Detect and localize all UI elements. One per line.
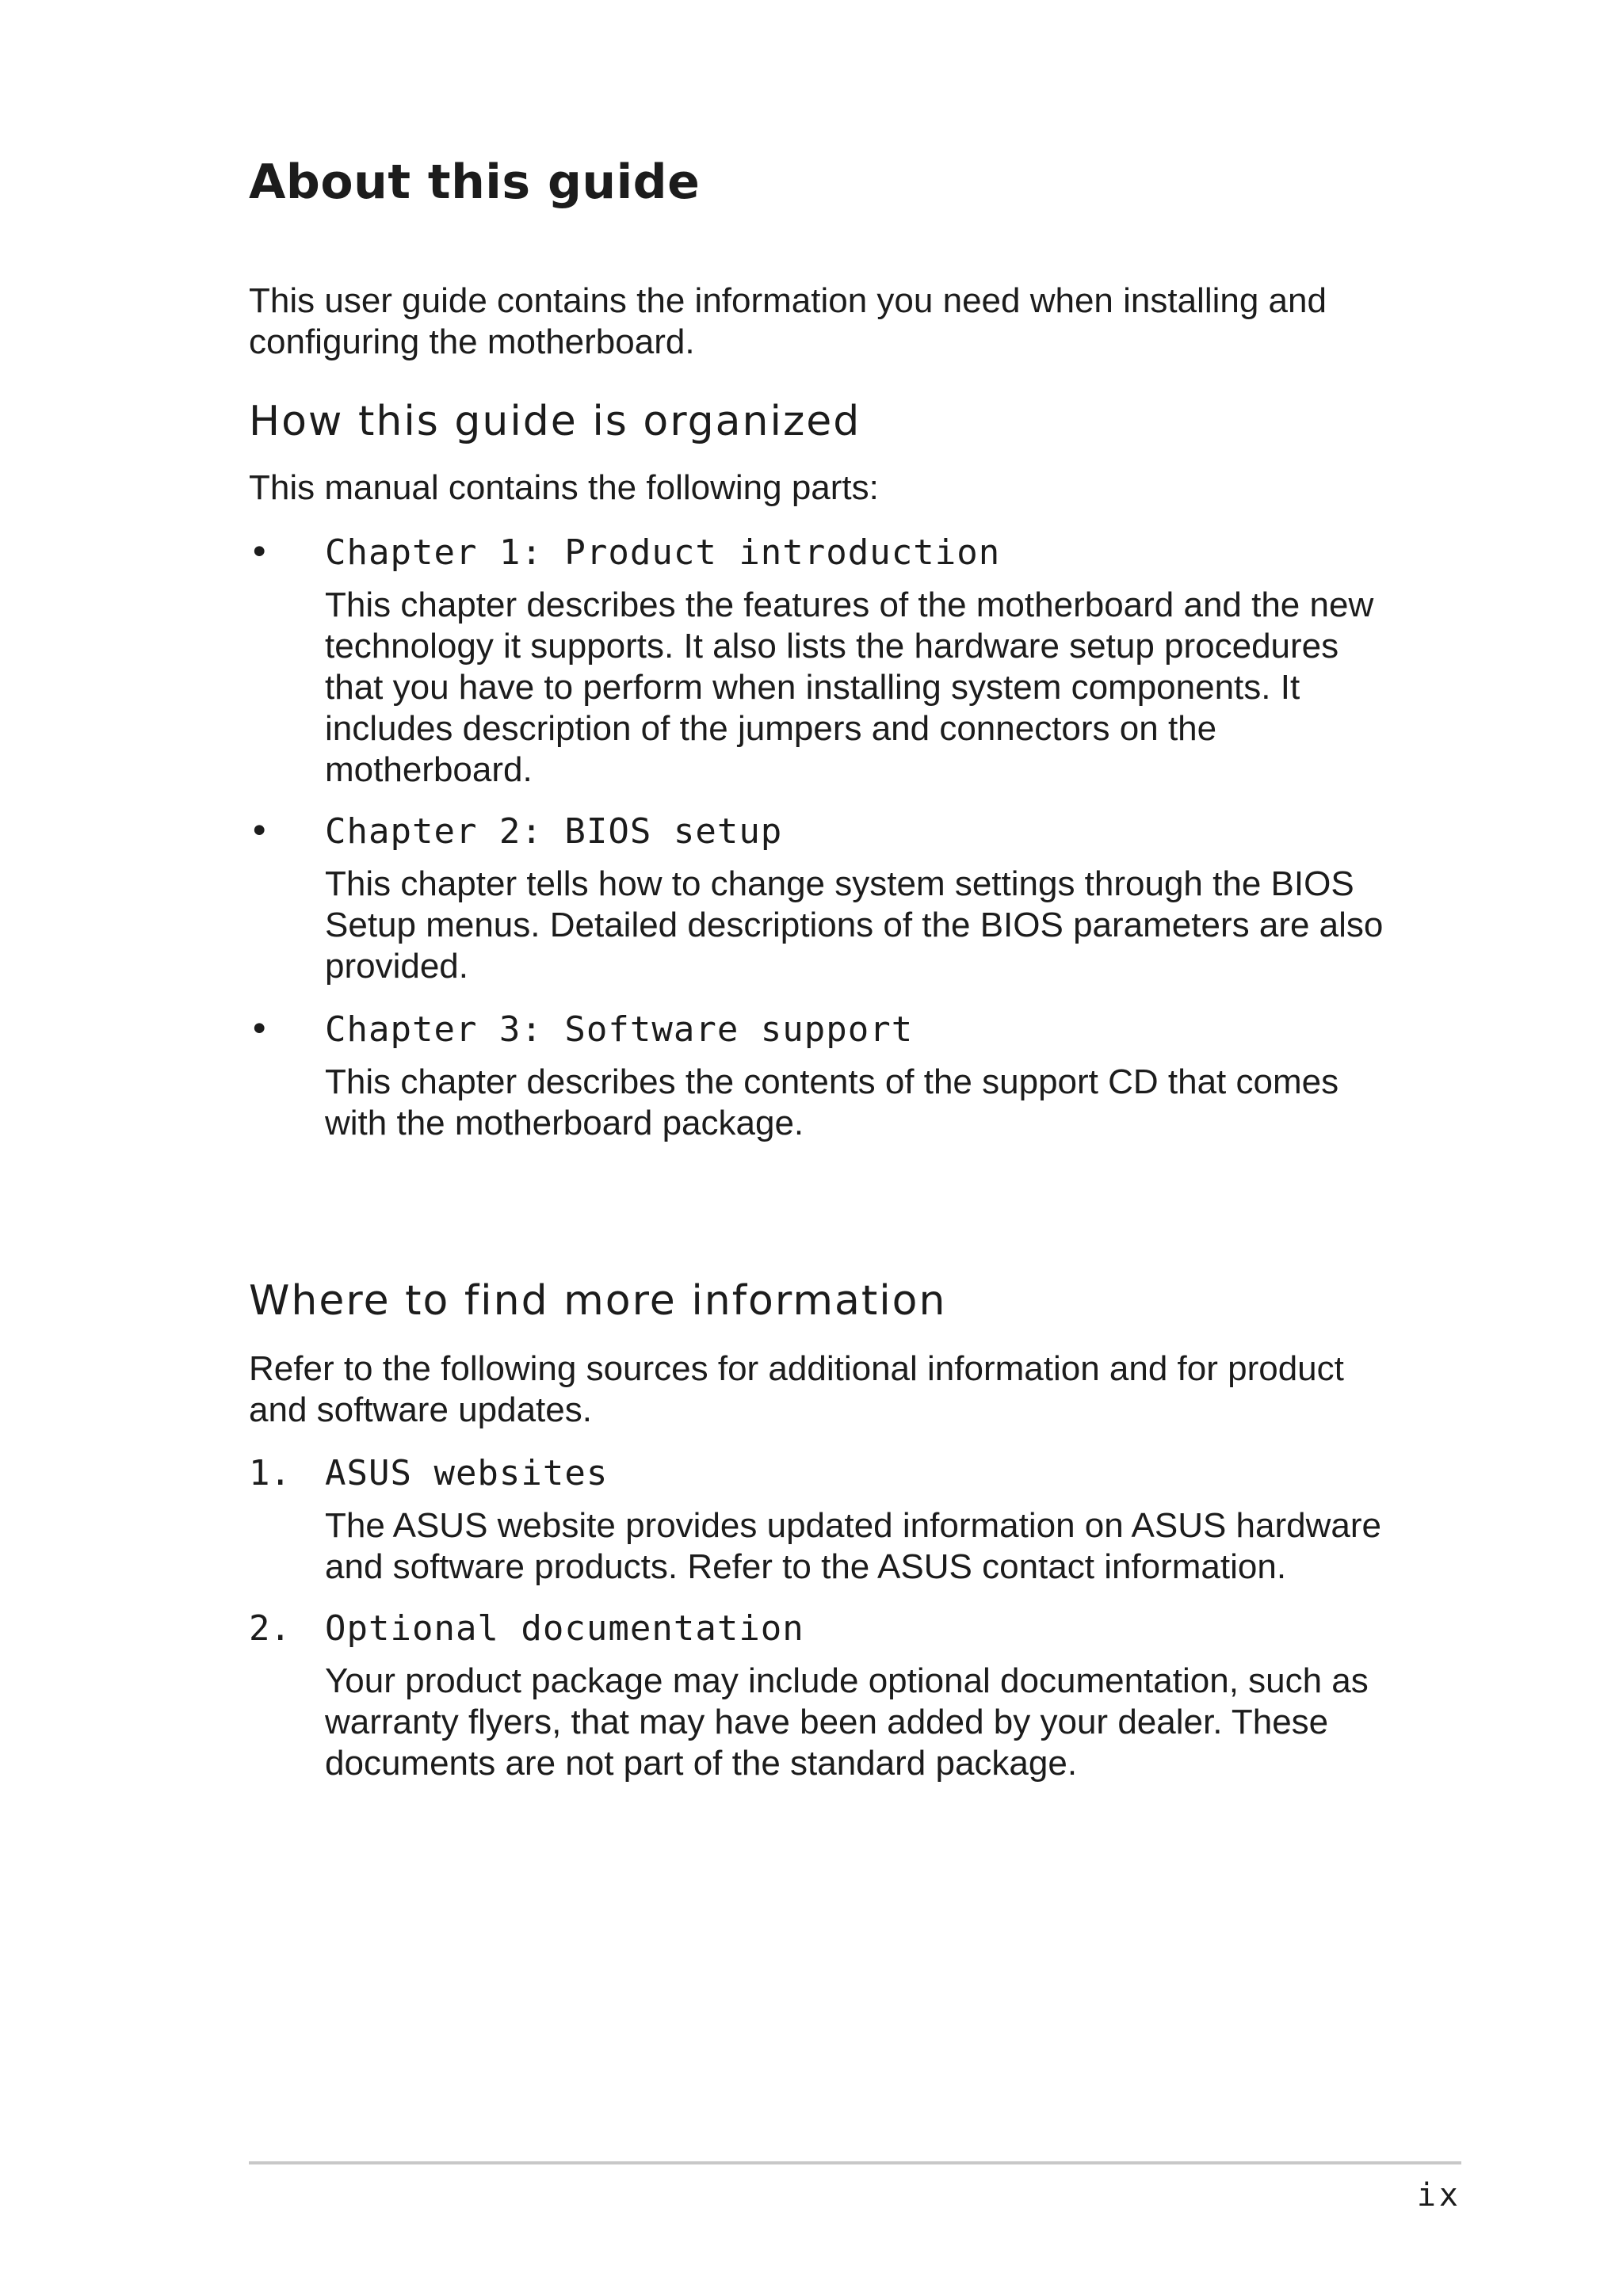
list-item-title: Chapter 3: Software support (325, 1009, 914, 1050)
footer-divider (249, 2161, 1461, 2164)
list-item-title: ASUS websites (325, 1453, 609, 1493)
list-item-asus-websites (249, 1453, 1398, 1588)
list-item-chapter-2 (249, 811, 1398, 987)
list-item-title: Chapter 1: Product introduction (325, 532, 1001, 573)
list-item-optional-documentation (249, 1608, 1398, 1784)
section-lead-organization: This manual contains the following parts: (249, 468, 879, 507)
number-marker: 1. (249, 1453, 291, 1493)
list-item-chapter-1 (249, 532, 1398, 791)
list-item-description: This chapter tells how to change system settings through the BIOS Setup menus. Detailed descriptions of the BIOS parameters are also provided. (325, 864, 1384, 986)
section-lead-more-information: Refer to the following sources for additional information and for product and software updates. (249, 1349, 1344, 1429)
page-number: ix (1416, 2177, 1461, 2214)
list-item-description: This chapter describes the features of the motherboard and the new technology it supports. It also lists the hardware setup procedures that you have to perform when installing system components. It includes description of the jumpers and connectors on the motherboard. (325, 585, 1374, 789)
list-item-description: Your product package may include optional documentation, such as warranty flyers, that may have been added by your dealer. These documents are not part of the standard package. (325, 1661, 1369, 1783)
list-item-chapter-3 (249, 1009, 1398, 1144)
section-heading-organization: How this guide is organized (249, 398, 861, 445)
list-item-title: Optional documentation (325, 1608, 804, 1649)
intro-paragraph: This user guide contains the information you need when installing and configuring the motherboard. (249, 281, 1327, 361)
section-heading-more-information: Where to find more information (249, 1277, 947, 1325)
number-marker: 2. (249, 1608, 291, 1649)
page-title: About this guide (249, 154, 701, 210)
list-item-title: Chapter 2: BIOS setup (325, 811, 783, 852)
list-item-description: This chapter describes the contents of the support CD that comes with the motherboard package. (325, 1062, 1339, 1142)
list-item-description: The ASUS website provides updated information on ASUS hardware and software products. Refer to the ASUS contact information. (325, 1506, 1381, 1586)
bullet-marker: • (249, 811, 270, 852)
bullet-marker: • (249, 1009, 270, 1050)
bullet-marker: • (249, 532, 270, 573)
